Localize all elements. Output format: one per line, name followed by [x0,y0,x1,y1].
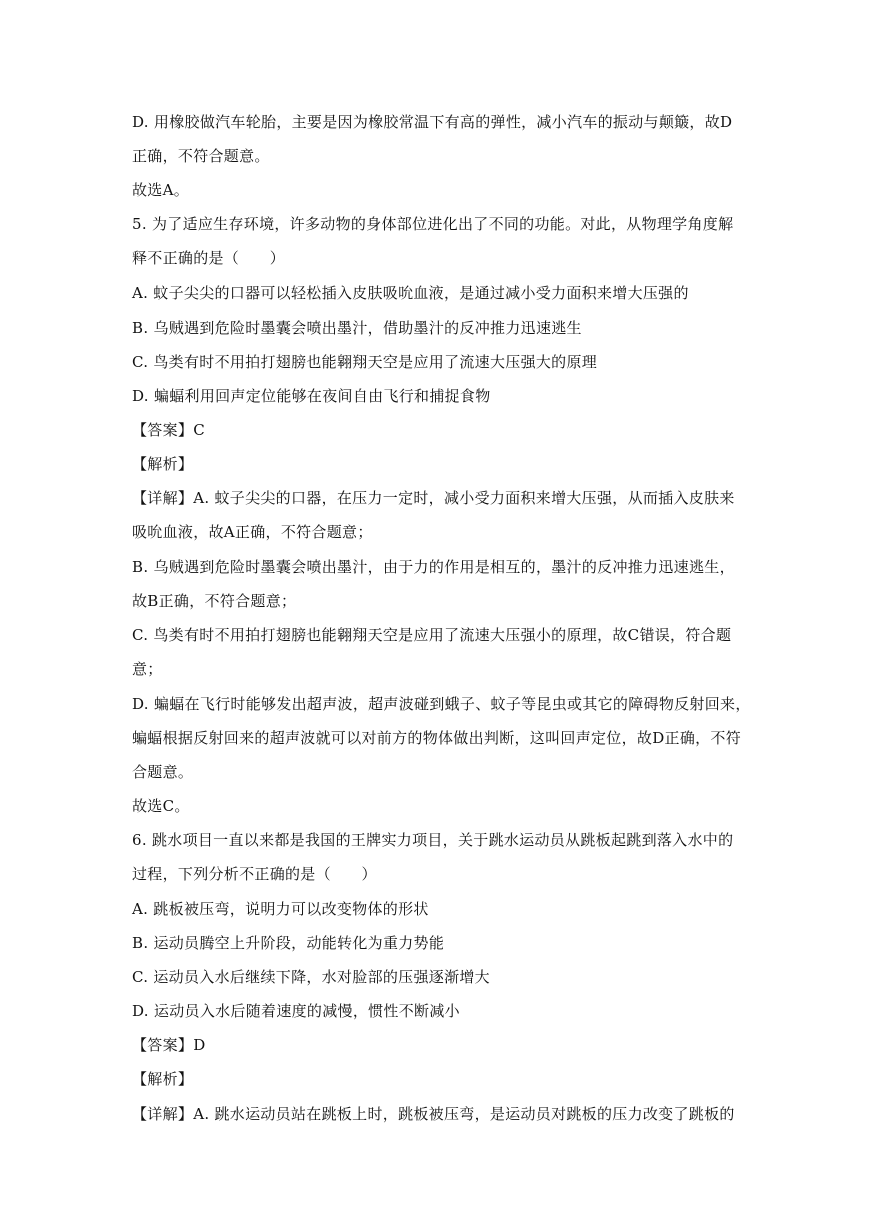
text-line: 合题意。 [132,763,194,781]
question-6-option-a: A. 跳板被压弯，说明力可以改变物体的形状 [132,900,429,918]
question-5-option-d: D. 蝙蝠利用回声定位能够在夜间自由飞行和捕捉食物 [132,387,491,405]
question-5-option-c: C. 鸟类有时不用拍打翅膀也能翱翔天空是应用了流速大压强大的原理 [132,353,598,371]
analysis-label: 【解析】 [132,455,194,473]
question-6-option-c: C. 运动员入水后继续下降，水对脸部的压强逐渐增大 [132,968,490,986]
question-5-stem: 5. 为了适应生存环境，许多动物的身体部位进化出了不同的功能。对此，从物理学角度解 [132,215,734,233]
text-line: 故选A。 [132,181,190,199]
text-line: D. 蝙蝠在飞行时能够发出超声波，超声波碰到蛾子、蚊子等昆虫或其它的障碍物反射回来， [132,695,751,713]
question-6-option-d: D. 运动员入水后随着速度的减慢，惯性不断减小 [132,1002,460,1020]
question-6-stem: 6. 跳水项目一直以来都是我国的王牌实力项目，关于跳水运动员从跳板起跳到落入水中的 [132,831,734,849]
answer-label: 【答案】C [132,421,205,439]
question-6-stem-cont: 过程，下列分析不正确的是（ ） [132,865,377,883]
text-line: 故选C。 [132,797,190,815]
text-line: D. 用橡胶做汽车轮胎，主要是因为橡胶常温下有高的弹性，减小汽车的振动与颠簸，故D [132,113,733,131]
answer-label: 【答案】D [132,1036,206,1054]
text-line: 【详解】A. 蚊子尖尖的口器，在压力一定时，减小受力面积来增大压强，从而插入皮肤来 [132,489,735,507]
text-line: B. 乌贼遇到危险时墨囊会喷出墨汁，由于力的作用是相互的，墨汁的反冲推力迅速逃生， [132,558,735,576]
text-line: 意； [132,660,163,678]
text-line: 蝙蝠根据反射回来的超声波就可以对前方的物体做出判断，这叫回声定位，故D正确，不符 [132,729,742,747]
question-5-option-a: A. 蚊子尖尖的口器可以轻松插入皮肤吸吮血液，是通过减小受力面积来增大压强的 [132,284,689,302]
question-5-option-b: B. 乌贼遇到危险时墨囊会喷出墨汁，借助墨汁的反冲推力迅速逃生 [132,319,582,337]
text-line: 正确，不符合题意。 [132,147,270,165]
text-line: 吸吮血液，故A正确，不符合题意； [132,523,373,541]
question-6-option-b: B. 运动员腾空上升阶段，动能转化为重力势能 [132,934,445,952]
text-line: 故B正确，不符合题意； [132,592,297,610]
analysis-label: 【解析】 [132,1070,194,1088]
question-5-stem-cont: 释不正确的是（ ） [132,249,286,267]
text-line: 【详解】A. 跳水运动员站在跳板上时，跳板被压弯，是运动员对跳板的压力改变了跳板的 [132,1105,735,1123]
text-line: C. 鸟类有时不用拍打翅膀也能翱翔天空是应用了流速大压强小的原理，故C错误，符合题 [132,626,732,644]
